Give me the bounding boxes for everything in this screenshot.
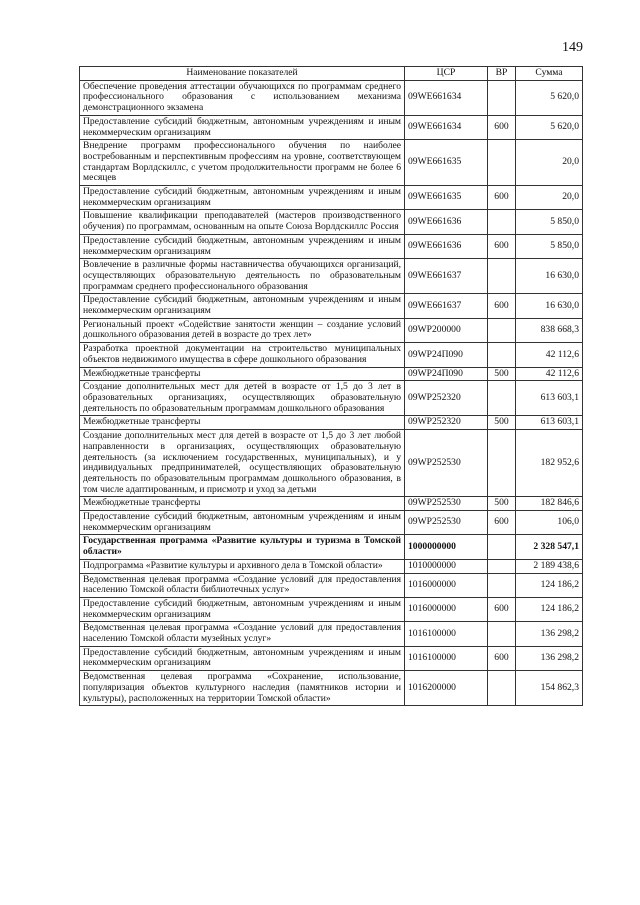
row-csr-cell: 09WP24П090 xyxy=(405,343,488,367)
row-vr-cell: 600 xyxy=(488,115,516,139)
row-vr-cell: 600 xyxy=(488,646,516,670)
row-sum-cell: 5 850,0 xyxy=(516,210,583,234)
row-sum-cell: 5 850,0 xyxy=(516,234,583,258)
table-row xyxy=(80,367,583,381)
row-csr-cell: 09WP24П090 xyxy=(405,367,488,381)
row-csr-cell: 1016000000 xyxy=(405,573,488,597)
row-csr-cell: 09WE661635 xyxy=(405,140,488,186)
row-vr-cell xyxy=(488,430,516,497)
row-csr-cell: 09WE661636 xyxy=(405,210,488,234)
table-row xyxy=(80,210,583,234)
row-sum-cell: 124 186,2 xyxy=(516,597,583,621)
row-sum-cell: 182 846,6 xyxy=(516,497,583,511)
row-sum-cell: 136 298,2 xyxy=(516,622,583,646)
row-csr-cell: 1016100000 xyxy=(405,622,488,646)
table-row xyxy=(80,646,583,670)
row-sum-cell: 42 112,6 xyxy=(516,367,583,381)
row-vr-cell xyxy=(488,80,516,115)
table-row xyxy=(80,535,583,559)
row-name-cell: Предоставление субсидий бюджетным, автономным учреждениям и иным некоммерческим организациям xyxy=(80,234,405,258)
page-number: 149 xyxy=(562,40,583,55)
table-row xyxy=(80,381,583,416)
row-csr-cell: 09WP200000 xyxy=(405,318,488,342)
row-csr-cell: 1016000000 xyxy=(405,597,488,621)
row-vr-cell: 500 xyxy=(488,367,516,381)
row-vr-cell xyxy=(488,343,516,367)
row-csr-cell: 1016100000 xyxy=(405,646,488,670)
row-vr-cell xyxy=(488,622,516,646)
row-name-cell: Государственная программа «Развитие культуры и туризма в Томской области» xyxy=(80,535,405,559)
table-row xyxy=(80,511,583,535)
row-name-cell: Ведомственная целевая программа «Создание условий для предоставления населению Томской области библиотечных услуг» xyxy=(80,573,405,597)
table-row xyxy=(80,622,583,646)
table-row xyxy=(80,80,583,115)
table-row xyxy=(80,318,583,342)
row-sum-cell: 154 862,3 xyxy=(516,671,583,706)
row-vr-cell: 600 xyxy=(488,186,516,210)
row-csr-cell: 09WP252530 xyxy=(405,497,488,511)
header-csr: ЦСР xyxy=(405,67,488,81)
budget-table xyxy=(79,66,583,706)
row-csr-cell: 09WE661634 xyxy=(405,115,488,139)
row-csr-cell: 1010000000 xyxy=(405,559,488,573)
row-name-cell: Ведомственная целевая программа «Создание условий для предоставления населению Томской области музейных услуг» xyxy=(80,622,405,646)
row-vr-cell: 600 xyxy=(488,294,516,318)
row-sum-cell: 106,0 xyxy=(516,511,583,535)
row-name-cell: Подпрограмма «Развитие культуры и архивного дела в Томской области» xyxy=(80,559,405,573)
row-sum-cell: 613 603,1 xyxy=(516,416,583,430)
row-sum-cell: 42 112,6 xyxy=(516,343,583,367)
table-row xyxy=(80,343,583,367)
table-row xyxy=(80,559,583,573)
row-csr-cell: 09WP252530 xyxy=(405,511,488,535)
row-csr-cell: 1016200000 xyxy=(405,671,488,706)
row-csr-cell: 1000000000 xyxy=(405,535,488,559)
row-csr-cell: 09WE661635 xyxy=(405,186,488,210)
row-name-cell: Межбюджетные трансферты xyxy=(80,497,405,511)
row-vr-cell xyxy=(488,535,516,559)
table-row xyxy=(80,234,583,258)
header-sum: Сумма xyxy=(516,67,583,81)
row-sum-cell: 16 630,0 xyxy=(516,259,583,294)
table-row xyxy=(80,430,583,497)
table-row xyxy=(80,416,583,430)
row-name-cell: Предоставление субсидий бюджетным, автономным учреждениям и иным некоммерческим организациям xyxy=(80,294,405,318)
row-sum-cell: 124 186,2 xyxy=(516,573,583,597)
row-csr-cell: 09WP252530 xyxy=(405,430,488,497)
row-name-cell: Предоставление субсидий бюджетным, автономным учреждениям и иным некоммерческим организациям xyxy=(80,115,405,139)
table-row xyxy=(80,259,583,294)
row-csr-cell: 09WE661634 xyxy=(405,80,488,115)
row-vr-cell xyxy=(488,381,516,416)
row-name-cell: Повышение квалификации преподавателей (мастеров производственного обучения) по программам, основанным на опыте Союза Ворлдскиллс Россия xyxy=(80,210,405,234)
table-row xyxy=(80,671,583,706)
row-sum-cell: 2 189 438,6 xyxy=(516,559,583,573)
header-name: Наименование показателей xyxy=(80,67,405,81)
table-row xyxy=(80,294,583,318)
table-row xyxy=(80,115,583,139)
row-name-cell: Межбюджетные трансферты xyxy=(80,367,405,381)
row-csr-cell: 09WE661637 xyxy=(405,294,488,318)
row-name-cell: Создание дополнительных мест для детей в возрасте от 1,5 до 3 лет любой направленности в организациях, осуществляющих образовательную деятельность (за исключением государственных, муниципальных), и у индивидуальных предпринимателей, осуществляющих образовательную деятельность по образовательным программам дошкольного образования, в том числе адаптированным, и присмотр и уход за детьми xyxy=(80,430,405,497)
row-name-cell: Создание дополнительных мест для детей в возрасте от 1,5 до 3 лет в образовательных организациях, осуществляющих образовательную деятельность по образовательным программам дошкольного образования xyxy=(80,381,405,416)
row-vr-cell xyxy=(488,259,516,294)
row-name-cell: Предоставление субсидий бюджетным, автономным учреждениям и иным некоммерческим организациям xyxy=(80,646,405,670)
row-name-cell: Предоставление субсидий бюджетным, автономным учреждениям и иным некоммерческим организациям xyxy=(80,511,405,535)
row-vr-cell xyxy=(488,671,516,706)
row-vr-cell xyxy=(488,573,516,597)
row-sum-cell: 838 668,3 xyxy=(516,318,583,342)
row-csr-cell: 09WP252320 xyxy=(405,416,488,430)
row-vr-cell xyxy=(488,210,516,234)
row-vr-cell: 600 xyxy=(488,511,516,535)
row-vr-cell xyxy=(488,559,516,573)
row-sum-cell: 2 328 547,1 xyxy=(516,535,583,559)
row-vr-cell: 500 xyxy=(488,416,516,430)
row-vr-cell: 600 xyxy=(488,597,516,621)
row-sum-cell: 182 952,6 xyxy=(516,430,583,497)
table-row xyxy=(80,597,583,621)
row-name-cell: Предоставление субсидий бюджетным, автономным учреждениям и иным некоммерческим организациям xyxy=(80,597,405,621)
row-name-cell: Региональный проект «Содействие занятости женщин – создание условий дошкольного образования детей в возрасте до трех лет» xyxy=(80,318,405,342)
header-vr: ВР xyxy=(488,67,516,81)
row-vr-cell: 500 xyxy=(488,497,516,511)
row-sum-cell: 16 630,0 xyxy=(516,294,583,318)
row-vr-cell xyxy=(488,140,516,186)
table-body xyxy=(80,80,583,706)
row-name-cell: Разработка проектной документации на строительство муниципальных объектов недвижимого имущества в сфере дошкольного образования xyxy=(80,343,405,367)
row-name-cell: Ведомственная целевая программа «Сохранение, использование, популяризация объектов культурного наследия (памятников истории и культуры), расположенных на территории Томской области» xyxy=(80,671,405,706)
row-sum-cell: 136 298,2 xyxy=(516,646,583,670)
row-vr-cell: 600 xyxy=(488,234,516,258)
row-name-cell: Предоставление субсидий бюджетным, автономным учреждениям и иным некоммерческим организациям xyxy=(80,186,405,210)
row-sum-cell: 20,0 xyxy=(516,186,583,210)
row-sum-cell: 20,0 xyxy=(516,140,583,186)
table-row xyxy=(80,573,583,597)
row-sum-cell: 5 620,0 xyxy=(516,80,583,115)
row-sum-cell: 5 620,0 xyxy=(516,115,583,139)
table-row xyxy=(80,186,583,210)
row-name-cell: Внедрение программ профессионального обучения по наиболее востребованным и перспективным профессиям на уровне, соответствующем стандартам Ворлдскиллс, с учетом продолжительности программ не более 6 месяцев xyxy=(80,140,405,186)
row-name-cell: Вовлечение в различные формы наставничества обучающихся организаций, осуществляющих образовательную деятельность по образовательным программам среднего профессионального образования xyxy=(80,259,405,294)
table-header-row xyxy=(80,67,583,81)
row-csr-cell: 09WE661636 xyxy=(405,234,488,258)
row-sum-cell: 613 603,1 xyxy=(516,381,583,416)
table-row xyxy=(80,497,583,511)
row-csr-cell: 09WE661637 xyxy=(405,259,488,294)
row-name-cell: Межбюджетные трансферты xyxy=(80,416,405,430)
row-csr-cell: 09WP252320 xyxy=(405,381,488,416)
row-vr-cell xyxy=(488,318,516,342)
table-row xyxy=(80,140,583,186)
row-name-cell: Обеспечение проведения аттестации обучающихся по программам среднего профессионального образования с использованием механизма демонстрационного экзамена xyxy=(80,80,405,115)
